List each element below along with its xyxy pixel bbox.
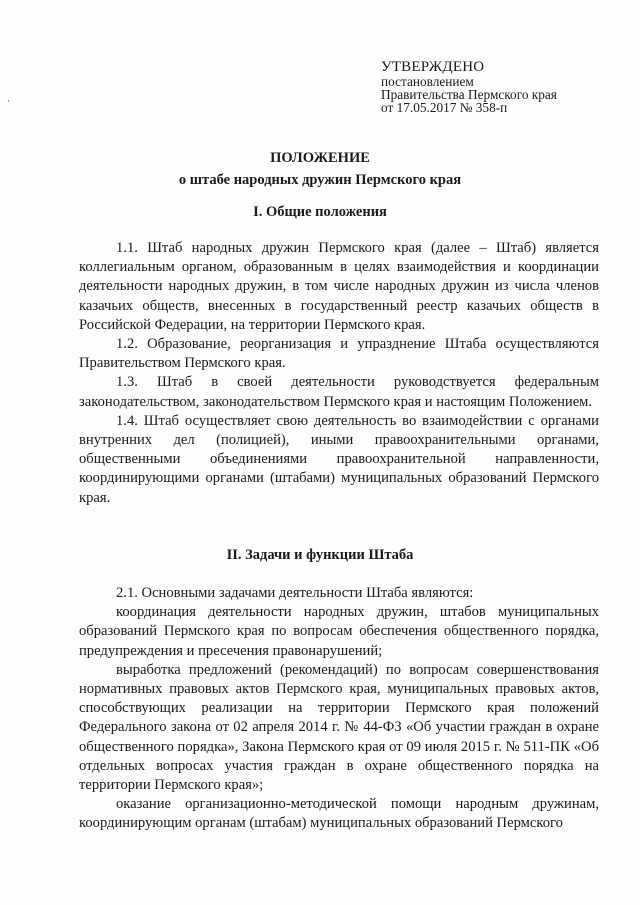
paragraph-2-1: 2.1. Основными задачами деятельности Штаба являются: [116,585,474,601]
paragraph-1-4: 1.4. Штаб осуществляет свою деятельность во взаимодействии с органами внутренних дел (полицией), иными правоохранительными органами, общественными объединениями правоохранительной направленности, координирующими органами (штабами) муниципальных образований Пермского края. [79,412,599,506]
scan-speck [8,100,9,102]
document-title: ПОЛОЖЕНИЕ [270,150,370,166]
paragraph-1-2: 1.2. Образование, реорганизация и упразднение Штаба осуществляются Правительством Пермского края. [79,336,599,372]
section-1-title: I. Общие положения [253,204,387,220]
section-2-body [79,584,599,834]
paragraph-2-coordination: координация деятельности народных дружин, штабов муниципальных образований Пермского края по вопросам обеспечения общественного порядка, предупреждения и пресечения правонарушений; [79,604,599,659]
approval-line-date: от 17.05.2017 № 358-п [381,100,508,115]
paragraph-2-proposals: выработка предложений (рекомендаций) по вопросам совершенствования нормативных правовых актов Пермского края, муниципальных правовых актов, способствующих реализации на территории Пермского края положений Федерального закона от 02 апреля 2014 г. № 44-ФЗ «Об участии граждан в охране общественного порядка», Закона Пермского края от 09 июля 2015 г. № 511-ПК «Об отдельных вопросах участия граждан в охране общественного порядка на территории Пермского края»; [79,661,599,794]
document-subtitle: о штабе народных дружин Пермского края [178,172,462,188]
approval-line-decree: постановлением [381,74,474,89]
paragraph-1-3: 1.3. Штаб в своей деятельности руководствуется федеральным законодательством, законодательством Пермского края и настоящим Положением. [79,374,599,410]
approval-stamp [381,60,621,114]
approval-line-approved: УТВЕРЖДЕНО [381,59,485,75]
section-1-body [79,239,599,508]
section-2-title: II. Задачи и функции Штаба [226,547,414,563]
paragraph-1-1: 1.1. Штаб народных дружин Пермского края (далее – Штаб) является коллегиальным органом, образованным в целях взаимодействия и координации деятельности народных дружин, в том числе народных дружин из числа членов казачьих обществ, внесенных в государственный реестр казачьих обществ в Российской Федерации, на территории Пермского края. [79,240,599,333]
paragraph-2-assistance: оказание организационно-методической помощи народным дружинам, координирующим органам (штабам) муниципальных образований Пермского [79,796,599,832]
approval-line-government: Правительства Пермского края [381,87,557,102]
